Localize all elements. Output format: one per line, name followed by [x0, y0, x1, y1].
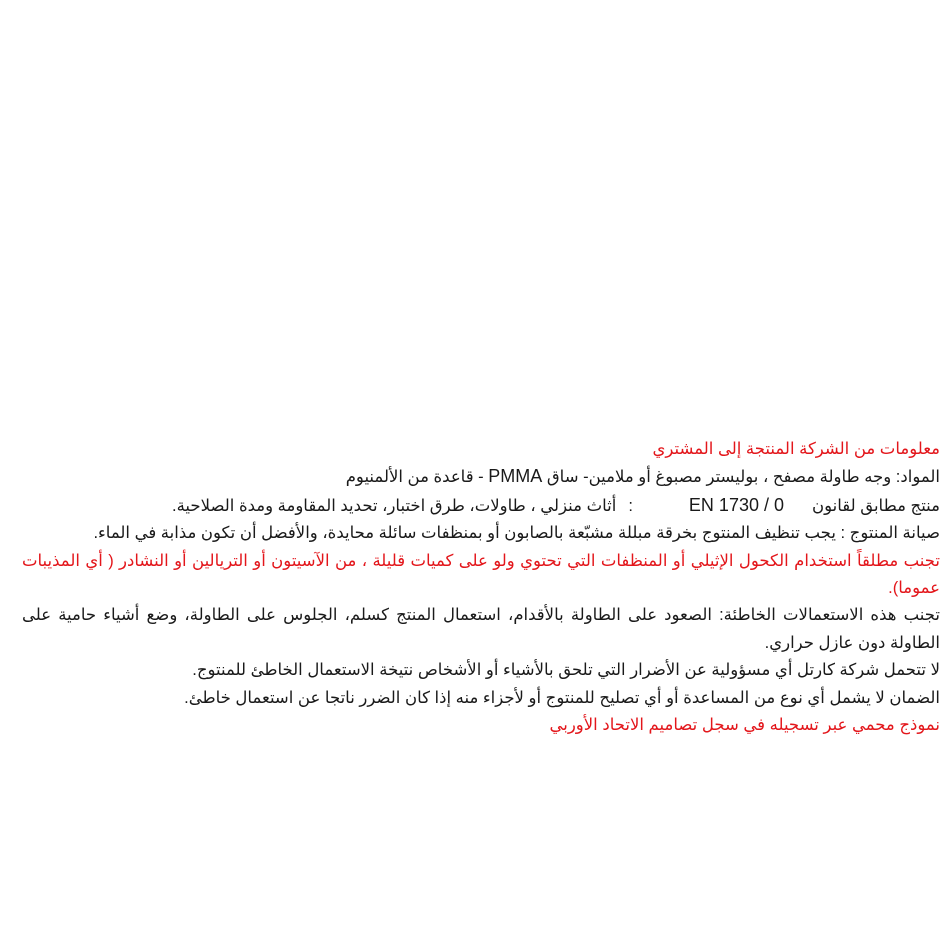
materials-line [22, 463, 940, 491]
liability-paragraph: لا تتحمل شركة كارتل أي مسؤولية عن الأضرار التي تلحق بالأشياء أو الأشخاص نتيخة الاستعمال الخاطئ للمنتوج. [192, 661, 940, 680]
materials-suffix: - قاعدة من الألمنيوم [345, 468, 484, 487]
guarantee-paragraph: الضمان لا يشمل أي نوع من المساعدة أو أي تصليح للمنتوج أو لأجزاء منه إذا كان الضرر ناتجا عن استعمال خاطئ. [184, 688, 940, 707]
purchaser-information-document [22, 436, 940, 739]
standard-suffix: أثاث منزلي ، طاولات، طرق اختبار، تحديد المقاومة ومدة الصلاحية. [171, 496, 617, 515]
misuse-paragraph: تجنب هذه الاستعمالات الخاطئة: الصعود على الطاولة بالأقدام، استعمال المنتج كسلم، الجلوس على الطاولة، وضع أشياء حامية على الطاولة دون عازل حراري. [22, 606, 940, 652]
maintenance-paragraph: صيانة المنتوج : يجب تنظيف المنتوج بخرقة مبللة مشبّعة بالصابون أو بمنظفات سائلة محايدة، والأفضل أن تكون مذابة في الماء. [93, 524, 940, 543]
standard-code: EN 1730 / 0 [688, 494, 784, 515]
standard-line [22, 492, 940, 520]
standard-colon: : [628, 496, 633, 515]
warning-paragraph: تجنب مطلقاً استخدام الكحول الإثيلي أو المنظفات التي تحتوي ولو على كميات قليلة ، من الآسيتون أو التريالين أو النشادر ( أي المذيبات عموما). [22, 551, 940, 598]
materials-prefix: المواد: وجه طاولة مصفح ، بوليستر مصبوغ أو ملامين- ساق [546, 468, 940, 487]
materials-code: PMMA [488, 466, 543, 487]
registration-notice: نموذج محمي عبر تسجيله في سجل تصاميم الاتحاد الأوربي [549, 716, 940, 735]
document-heading: معلومات من الشركة المنتجة إلى المشتري [652, 440, 940, 458]
standard-prefix: منتج مطابق لقانون [811, 496, 940, 515]
